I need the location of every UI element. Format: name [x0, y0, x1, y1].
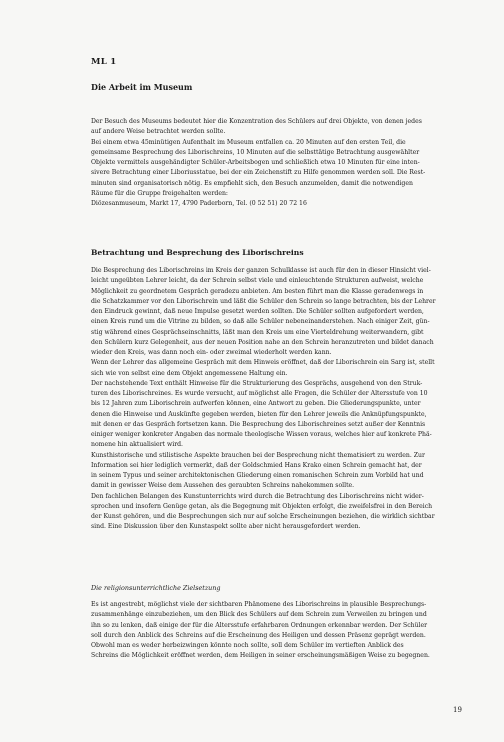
body-line: Schreins die Möglichkeit eröffnet werden, dem Heiligen in seiner erscheinungsmäßigen Weise zu begegnen.: [91, 652, 430, 660]
body-line: Möglichkeit zu geordnetem Gespräch geradezu anbieten. Am besten führt man die Klasse geradenwegs in: [91, 287, 424, 295]
subsection-body: [91, 600, 477, 662]
body-line: die Schatzkammer vor den Liborischrein und läßt die Schüler den Schrein so lange betrachten, bis der Lehrer: [91, 297, 436, 305]
body-line: sich wie von selbst eine dem Objekt angemessene Haltung ein.: [91, 369, 288, 377]
body-line: stig während eines Gesprächseinschnitts, läßt man den Kreis um eine Vierteldrehung weiterwandern, gibt: [91, 328, 424, 336]
page-number: 19: [453, 706, 462, 714]
body-line: den Schülern kurz Gelegenheit, aus der neuen Position nahe an den Schrein heranzutreten und bildet danach: [91, 338, 434, 346]
subsection-heading: Die religionsunterrichtliche Zielsetzung: [91, 584, 221, 592]
body-line: sind. Eine Diskussion über den Kunstaspekt sollte aber nicht herausgefordert werden.: [91, 523, 361, 531]
intro-line: sivere Betrachtung einer Liboriusstatue, bei der ein Zeichenstift zu Hilfe genommen werden soll. Die Rest-: [91, 169, 426, 177]
intro-paragraph: [91, 117, 477, 209]
body-line: einen Kreis rund um die Vitrine zu bilden, so daß alle Schüler nebeneinanderstehen. Nach einiger Zeit, gün-: [91, 318, 430, 326]
body-line: sprochen und insofern Genüge getan, als die Begegnung mit Objekten erfolgt, die zweifelsfrei in den Bereich: [91, 502, 433, 510]
body-line: ihn so zu lenken, daß einige der für die Altersstufe erfahrbaren Ordnungen erkennbar werden. Der Schüler: [91, 621, 428, 629]
intro-line: auf andere Weise betrachtet werden sollte.: [91, 128, 226, 136]
body-line: Kunsthistorische und stilistische Aspekte brauchen bei der Besprechung nicht thematisiert zu werden. Zur: [91, 451, 425, 459]
intro-line: gemeinsame Besprechung des Liborischreins, 10 Minuten auf die selbsttätige Betrachtung ausgewählter: [91, 148, 420, 156]
body-line: nomene hin aktualisiert wird.: [91, 441, 184, 449]
body-line: Der nachstehende Text enthält Hinweise für die Strukturierung des Gesprächs, ausgehend von den Struk-: [91, 379, 423, 387]
body-line: denen die Hinweise und Auskünfte gegeben werden, bieten für den Lehrer jeweils die Anknüpfungspunkte,: [91, 410, 427, 418]
intro-line: Räume für die Gruppe freigehalten werden:: [91, 189, 229, 197]
address-line: Diözesanmuseum, Markt 17, 4790 Paderborn, Tel. (0 52 51) 20 72 16: [91, 200, 307, 207]
body-line: Obwohl man es weder herbeizwingen könnte noch sollte, soll dem Schüler im vertieften Anblick des: [91, 642, 404, 649]
body-line: Es ist angestrebt, möglichst viele der sichtbaren Phänomene des Liborischreins in plausible Besprechungs-: [91, 601, 427, 608]
body-line: Wenn der Lehrer das allgemeine Gespräch mit dem Hinweis eröffnet, daß der Liborischrein ein Sarg ist, stellt: [91, 359, 435, 367]
body-line: bis 12 Jahren zum Liborischrein aufwerfen können, eine Antwort zu geben. Die Gliederungspunkte, unter: [91, 400, 421, 408]
section-heading: Betrachtung und Besprechung des Liborischreins: [91, 248, 304, 257]
intro-line: Der Besuch des Museums bedeutet hier die Konzentration des Schülers auf drei Objekte, von denen jedes: [91, 118, 422, 125]
body-line: Information sei hier lediglich vermerkt, daß der Goldschmied Hans Krako einen Schrein gemacht hat, der: [91, 461, 422, 469]
body-line: Die Besprechung des Liborischreins im Kreis der ganzen Schulklasse ist auch für den in dieser Hinsicht viel-: [91, 267, 431, 274]
body-line: der Kunst gehören, und die Besprechungen sich nur auf solche Erscheinungen beziehen, die wirklich sichtbar: [91, 513, 435, 520]
body-line: soll durch den Anblick des Schreins auf die Erscheinung des Heiligen und dessen Präsenz geprägt werden.: [91, 631, 426, 639]
body-line: Den fachlichen Belangen des Kunstunterrichts wird durch die Betrachtung des Liborischreins nicht wider-: [91, 492, 424, 500]
body-line: einiger weniger konkreter Angaben das normale theologische Wissen voraus, welches hier auf konkrete Phä-: [91, 431, 432, 438]
body-line: turen des Liborischreines. Es wurde versucht, auf möglichst alle Fragen, die Schüler der Altersstufe von 10: [91, 390, 428, 397]
body-line: mit denen er das Gespräch fortsetzen kann. Die Besprechung des Liborischreines setzt außer der Kenntnis: [91, 420, 426, 428]
body-line: wieder den Kreis, was dann noch ein- oder zweimal wiederholt werden kann.: [91, 349, 332, 356]
intro-line: Bei einem etwa 45minütigen Aufenthalt im Museum entfallen ca. 20 Minuten auf den ersten Teil, die: [91, 138, 406, 146]
intro-line: Objekte vermittels ausgehändigter Schüler-Arbeitsbogen und schließlich etwa 10 Minuten für eine inten-: [91, 159, 420, 166]
body-line: leicht ungeübten Lehrer leicht, da der Schrein selbst viele und einleuchtende Strukturen aufweist, welche: [91, 277, 424, 285]
section-code: ML 1: [91, 57, 117, 67]
intro-line: minuten sind organisatorisch nötig. Es empfiehlt sich, den Besuch anzumelden, damit die notwendigen: [91, 179, 413, 187]
body-line: den Eindruck gewinnt, daß neue Impulse gesetzt werden sollten. Die Schüler sollten aufgefordert werden,: [91, 308, 424, 315]
page-title: Die Arbeit im Museum: [91, 82, 193, 92]
body-line: in seinem Typus und seiner architektonischen Gliederung einen romanischen Schrein zum Vorbild hat und: [91, 472, 424, 479]
body-line: damit in gewisser Weise dem Aussehen des geraubten Schreins nahekommen sollte.: [91, 482, 355, 490]
section-body: [91, 266, 477, 533]
body-line: zusammenhänge einzubeziehen, um den Blick des Schülers auf dem Schrein zum Verweilen zu bringen und: [91, 611, 427, 619]
